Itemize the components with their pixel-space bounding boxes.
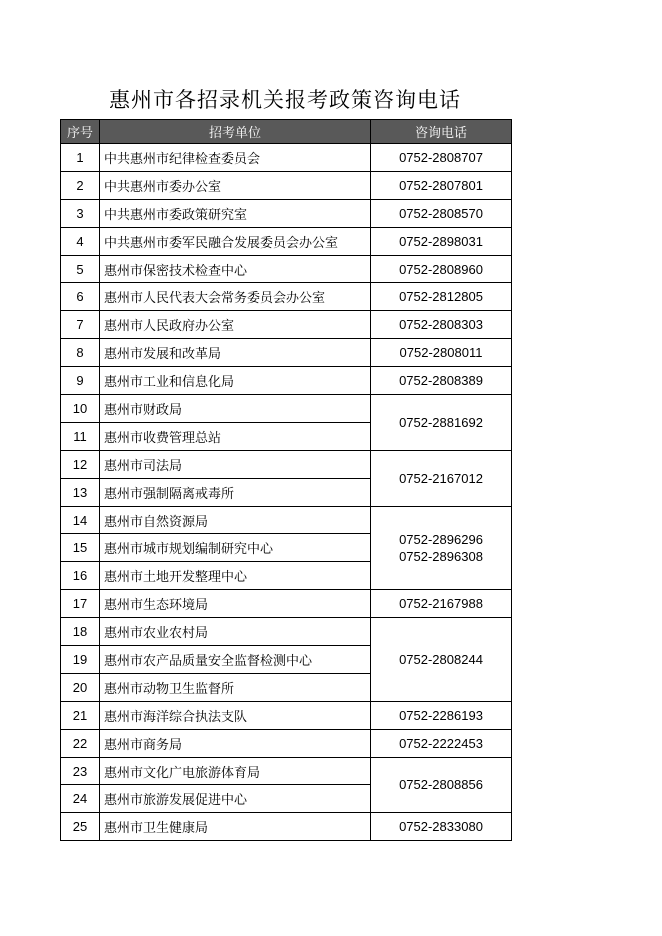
table-row (61, 144, 512, 172)
phone-number: 0752-2896308 (399, 548, 483, 564)
table-row (61, 311, 512, 339)
phone-cell (371, 171, 512, 199)
row-number: 8 (61, 339, 100, 367)
phone-number: 0752-2808960 (399, 261, 483, 277)
row-number: 6 (61, 283, 100, 311)
phone-number: 0752-2808707 (399, 149, 483, 165)
table-row (61, 729, 512, 757)
unit-name: 中共惠州市委办公室 (100, 171, 371, 199)
row-number: 11 (61, 422, 100, 450)
unit-name: 惠州市自然资源局 (100, 506, 371, 534)
table-row (61, 450, 512, 478)
phone-cell (371, 729, 512, 757)
table-row (61, 283, 512, 311)
unit-name: 中共惠州市纪律检查委员会 (100, 144, 371, 172)
row-number: 19 (61, 646, 100, 674)
row-number: 12 (61, 450, 100, 478)
unit-name: 惠州市财政局 (100, 395, 371, 423)
row-number: 20 (61, 673, 100, 701)
row-number: 7 (61, 311, 100, 339)
table-row (61, 757, 512, 785)
unit-name: 惠州市强制隔离戒毒所 (100, 478, 371, 506)
phone-number: 0752-2898031 (399, 233, 483, 249)
table-row (61, 701, 512, 729)
row-number: 21 (61, 701, 100, 729)
phone-cell (371, 813, 512, 841)
row-number: 24 (61, 785, 100, 813)
contact-table (60, 119, 512, 841)
phone-cell (371, 367, 512, 395)
row-number: 3 (61, 199, 100, 227)
unit-name: 惠州市卫生健康局 (100, 813, 371, 841)
row-number: 1 (61, 144, 100, 172)
phone-number: 0752-2808389 (399, 373, 483, 389)
unit-name: 惠州市农产品质量安全监督检测中心 (100, 646, 371, 674)
phone-cell (371, 506, 512, 590)
row-number: 16 (61, 562, 100, 590)
row-number: 4 (61, 227, 100, 255)
phone-cell (371, 144, 512, 172)
table-row (61, 367, 512, 395)
header-phone: 咨询电话 (371, 120, 512, 144)
unit-name: 惠州市旅游发展促进中心 (100, 785, 371, 813)
row-number: 9 (61, 367, 100, 395)
row-number: 10 (61, 395, 100, 423)
phone-number: 0752-2222453 (399, 735, 483, 751)
phone-number: 0752-2808856 (399, 777, 483, 793)
phone-number: 0752-2881692 (399, 414, 483, 430)
phone-number: 0752-2167012 (399, 470, 483, 486)
phone-number: 0752-2812805 (399, 289, 483, 305)
phone-number: 0752-2807801 (399, 177, 483, 193)
unit-name: 惠州市农业农村局 (100, 618, 371, 646)
table-row (61, 255, 512, 283)
unit-name: 中共惠州市委政策研究室 (100, 199, 371, 227)
phone-cell (371, 339, 512, 367)
row-number: 5 (61, 255, 100, 283)
unit-name: 惠州市文化广电旅游体育局 (100, 757, 371, 785)
phone-number: 0752-2808244 (399, 651, 483, 667)
unit-name: 惠州市人民政府办公室 (100, 311, 371, 339)
unit-name: 惠州市发展和改革局 (100, 339, 371, 367)
phone-cell (371, 701, 512, 729)
page-title: 惠州市各招录机关报考政策咨询电话 (109, 88, 461, 112)
phone-cell (371, 618, 512, 702)
row-number: 2 (61, 171, 100, 199)
unit-name: 惠州市收费管理总站 (100, 422, 371, 450)
phone-number: 0752-2286193 (399, 707, 483, 723)
table-row (61, 227, 512, 255)
row-number: 25 (61, 813, 100, 841)
row-number: 13 (61, 478, 100, 506)
unit-name: 中共惠州市委军民融合发展委员会办公室 (100, 227, 371, 255)
phone-cell (371, 255, 512, 283)
unit-name: 惠州市海洋综合执法支队 (100, 701, 371, 729)
unit-name: 惠州市土地开发整理中心 (100, 562, 371, 590)
unit-name: 惠州市工业和信息化局 (100, 367, 371, 395)
table-row (61, 506, 512, 534)
phone-cell (371, 395, 512, 451)
table-row (61, 199, 512, 227)
table-row (61, 618, 512, 646)
phone-cell (371, 227, 512, 255)
row-number: 18 (61, 618, 100, 646)
table-row (61, 813, 512, 841)
header-unit: 招考单位 (100, 120, 371, 144)
phone-cell (371, 590, 512, 618)
phone-number: 0752-2808303 (399, 317, 483, 333)
phone-cell (371, 450, 512, 506)
phone-cell (371, 311, 512, 339)
table-row (61, 590, 512, 618)
phone-number: 0752-2167988 (399, 596, 483, 612)
table-row (61, 395, 512, 423)
header-no: 序号 (61, 120, 100, 144)
table-row (61, 171, 512, 199)
row-number: 23 (61, 757, 100, 785)
table-row (61, 339, 512, 367)
row-number: 22 (61, 729, 100, 757)
row-number: 14 (61, 506, 100, 534)
phone-number: 0752-2896296 (399, 531, 483, 547)
row-number: 17 (61, 590, 100, 618)
phone-cell (371, 283, 512, 311)
unit-name: 惠州市人民代表大会常务委员会办公室 (100, 283, 371, 311)
unit-name: 惠州市商务局 (100, 729, 371, 757)
unit-name: 惠州市动物卫生监督所 (100, 673, 371, 701)
unit-name: 惠州市司法局 (100, 450, 371, 478)
table-header-row (61, 120, 512, 144)
unit-name: 惠州市城市规划编制研究中心 (100, 534, 371, 562)
unit-name: 惠州市保密技术检查中心 (100, 255, 371, 283)
unit-name: 惠州市生态环境局 (100, 590, 371, 618)
phone-number: 0752-2833080 (399, 819, 483, 835)
phone-cell (371, 757, 512, 813)
phone-cell (371, 199, 512, 227)
row-number: 15 (61, 534, 100, 562)
phone-number: 0752-2808011 (399, 345, 483, 361)
phone-number: 0752-2808570 (399, 205, 483, 221)
